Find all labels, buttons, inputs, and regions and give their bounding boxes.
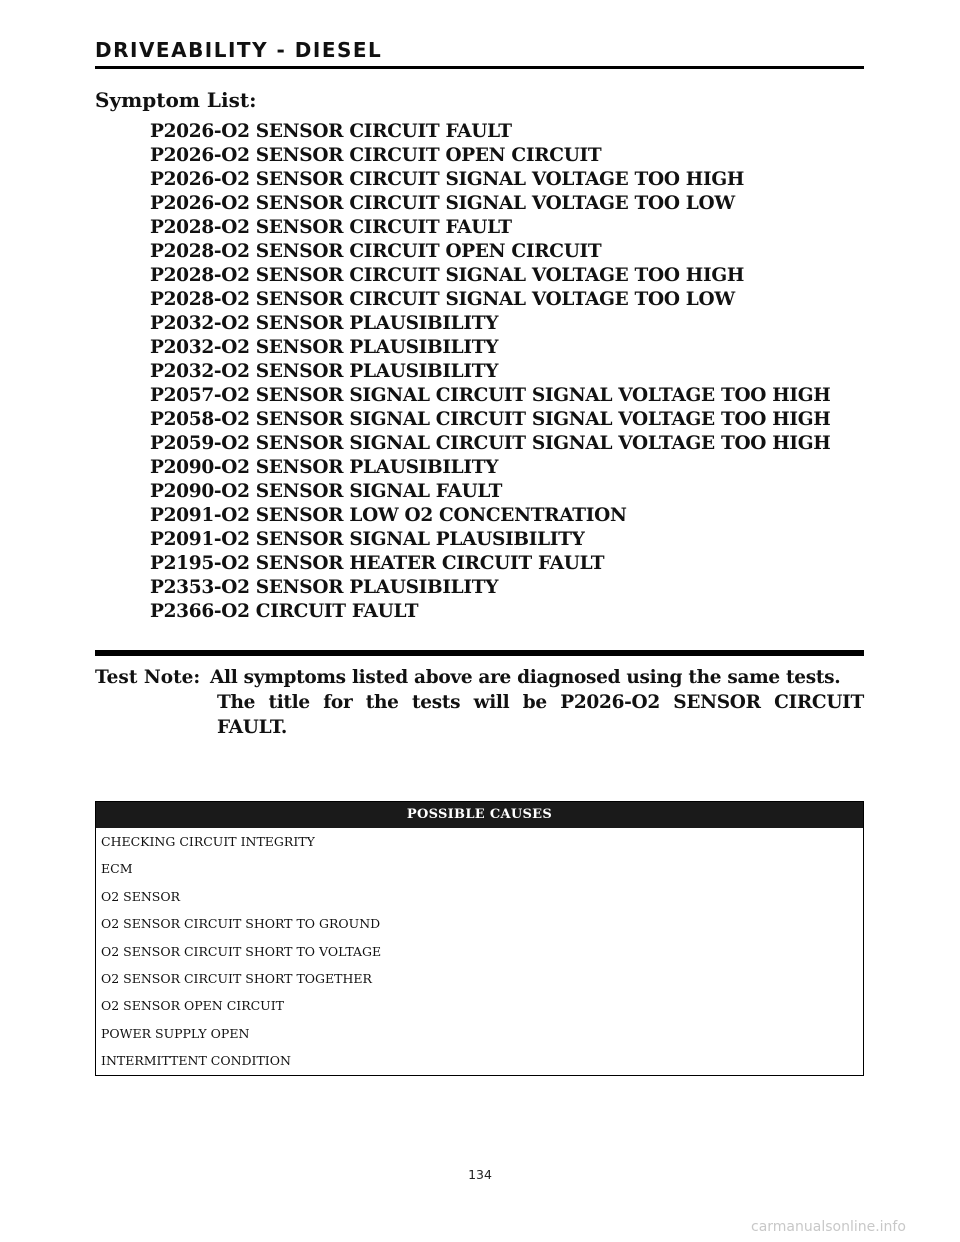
symptom-item: P2353-O2 SENSOR PLAUSIBILITY xyxy=(150,577,499,598)
symptom-list xyxy=(150,120,830,624)
cause-item: O2 SENSOR xyxy=(101,888,181,904)
cause-item: O2 SENSOR OPEN CIRCUIT xyxy=(101,998,284,1014)
cause-item: INTERMITTENT CONDITION xyxy=(101,1053,291,1069)
cause-item: O2 SENSOR CIRCUIT SHORT TO VOLTAGE xyxy=(101,943,382,959)
symptom-item: P2091-O2 SENSOR SIGNAL PLAUSIBILITY xyxy=(150,529,585,550)
symptom-item: P2195-O2 SENSOR HEATER CIRCUIT FAULT xyxy=(150,553,605,574)
cause-item: O2 SENSOR CIRCUIT SHORT TO GROUND xyxy=(101,916,381,932)
symptom-list-label: Symptom List: xyxy=(95,88,257,112)
symptom-item: P2366-O2 CIRCUIT FAULT xyxy=(150,601,419,622)
cause-item: O2 SENSOR CIRCUIT SHORT TOGETHER xyxy=(101,970,372,986)
symptom-item: P2026-O2 SENSOR CIRCUIT SIGNAL VOLTAGE TOO HIGH xyxy=(150,169,745,190)
symptom-item: P2028-O2 SENSOR CIRCUIT FAULT xyxy=(150,217,512,238)
symptom-item: P2090-O2 SENSOR PLAUSIBILITY xyxy=(150,457,499,478)
page-number: 134 xyxy=(468,1167,492,1182)
section-title: DRIVEABILITY - DIESEL xyxy=(95,38,383,62)
symptom-item: P2032-O2 SENSOR PLAUSIBILITY xyxy=(150,313,499,334)
possible-causes-header: POSSIBLE CAUSES xyxy=(96,802,863,828)
possible-causes-list xyxy=(96,828,863,1075)
cause-item: CHECKING CIRCUIT INTEGRITY xyxy=(101,834,315,849)
symptom-item: P2028-O2 SENSOR CIRCUIT SIGNAL VOLTAGE TOO HIGH xyxy=(150,265,745,286)
symptom-item: P2059-O2 SENSOR SIGNAL CIRCUIT SIGNAL VOLTAGE TOO HIGH xyxy=(150,433,831,454)
symptom-item: P2032-O2 SENSOR PLAUSIBILITY xyxy=(150,361,499,382)
test-note-line-1: All symptoms listed above are diagnosed using the same tests. xyxy=(210,667,841,688)
watermark-text: carmanualsonline.info xyxy=(751,1219,906,1235)
cause-item: ECM xyxy=(101,861,133,877)
test-note-label: Test Note: xyxy=(95,667,201,688)
test-note-continuation: The title for the tests will be P2026-O2 SENSOR CIRCUIT FAULT. xyxy=(217,692,864,738)
symptom-item: P2026-O2 SENSOR CIRCUIT OPEN CIRCUIT xyxy=(150,145,602,166)
symptom-item: P2090-O2 SENSOR SIGNAL FAULT xyxy=(150,481,503,502)
symptom-item: P2058-O2 SENSOR SIGNAL CIRCUIT SIGNAL VOLTAGE TOO HIGH xyxy=(150,409,831,430)
symptom-item: P2032-O2 SENSOR PLAUSIBILITY xyxy=(150,337,499,358)
symptom-item: P2057-O2 SENSOR SIGNAL CIRCUIT SIGNAL VOLTAGE TOO HIGH xyxy=(150,385,831,406)
section-divider xyxy=(95,650,864,656)
symptom-item: P2028-O2 SENSOR CIRCUIT SIGNAL VOLTAGE TOO LOW xyxy=(150,289,735,310)
symptom-item: P2028-O2 SENSOR CIRCUIT OPEN CIRCUIT xyxy=(150,241,602,262)
possible-causes-table xyxy=(95,801,864,1076)
page-header xyxy=(95,38,864,69)
symptom-item: P2026-O2 SENSOR CIRCUIT SIGNAL VOLTAGE TOO LOW xyxy=(150,193,735,214)
symptom-item: P2026-O2 SENSOR CIRCUIT FAULT xyxy=(150,121,512,142)
cause-item: POWER SUPPLY OPEN xyxy=(101,1025,250,1041)
symptom-item: P2091-O2 SENSOR LOW O2 CONCENTRATION xyxy=(150,505,627,526)
